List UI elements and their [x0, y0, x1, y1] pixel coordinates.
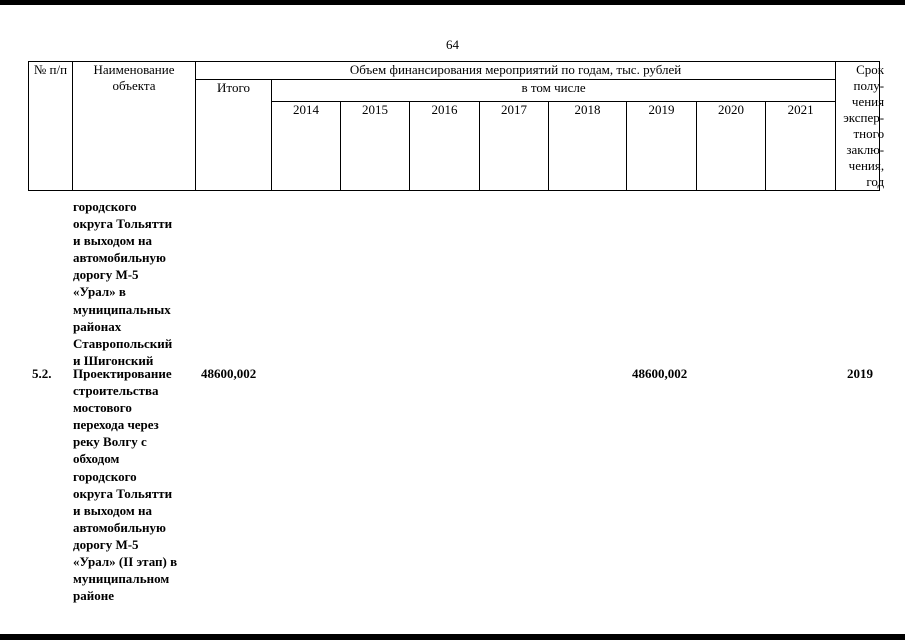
page-number: 64: [446, 37, 459, 52]
name-line: районе: [73, 588, 114, 604]
name-line: городского: [73, 199, 137, 214]
row-number: 5.2.: [32, 366, 52, 381]
header-total: Итого: [196, 80, 272, 191]
name-line: дорогу М-5: [73, 536, 139, 552]
name-line: и выходом на: [73, 233, 152, 249]
header-year-2014: 2014: [272, 102, 341, 191]
name-line: и выходом на: [73, 502, 152, 518]
header-name: Наименование объекта: [73, 62, 196, 191]
name-line: автомобильную: [73, 519, 166, 535]
object-name: [73, 365, 193, 604]
name-line: округа Тольятти: [73, 216, 173, 232]
name-line: Проектирование: [73, 366, 172, 381]
header-year-2019: 2019: [627, 102, 697, 191]
bottom-border: [0, 634, 905, 640]
name-line: перехода через: [73, 417, 159, 433]
header-year-2016: 2016: [410, 102, 480, 191]
year-2019-value: 48600,002: [632, 366, 688, 381]
name-line: и Шигонский: [73, 352, 154, 368]
continued-object-name: [73, 198, 193, 369]
name-line: обходом: [73, 451, 120, 467]
name-line: «Урал» (II этап) в: [73, 554, 178, 570]
header-year-2018: 2018: [549, 102, 627, 191]
header-year-2021: 2021: [766, 102, 836, 191]
header-volume: Объем финансирования мероприятий по годам, тыс. рублей: [196, 62, 836, 80]
name-line: городского: [73, 468, 137, 484]
header-year-2015: 2015: [341, 102, 410, 191]
name-line: реку Волгу с: [73, 434, 147, 450]
header-year-2020: 2020: [697, 102, 766, 191]
header-term: [836, 62, 885, 191]
header-num: № п/п: [29, 62, 73, 191]
name-line: Ставропольский: [73, 335, 173, 351]
name-line: дорогу М-5: [73, 267, 139, 283]
total-value: 48600,002: [201, 366, 257, 381]
name-line: мостового: [73, 400, 132, 416]
header-including: в том числе: [272, 80, 836, 102]
name-line: строительства: [73, 383, 159, 399]
name-line: округа Тольятти: [73, 485, 173, 501]
table-body: [0, 196, 905, 626]
term-value: 2019: [847, 366, 873, 381]
name-line: районах: [73, 318, 122, 334]
name-line: автомобильную: [73, 250, 166, 266]
header-year-2017: 2017: [480, 102, 549, 191]
header-term-text: Срок полу-чения экспер-тного заклю-чения, год: [843, 62, 885, 189]
name-line: муниципальных: [73, 301, 171, 317]
top-border: [0, 0, 905, 5]
name-line: «Урал» в: [73, 284, 126, 300]
financing-table-header: [28, 61, 885, 191]
name-line: муниципальном: [73, 571, 170, 587]
